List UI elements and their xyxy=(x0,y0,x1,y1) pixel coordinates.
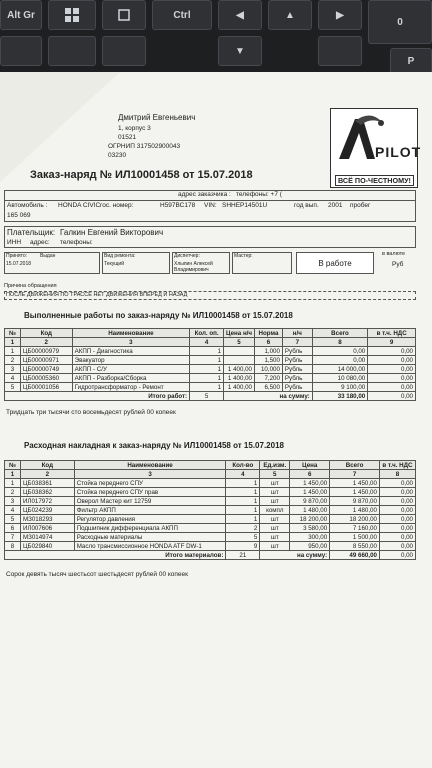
table-cell: 0,00 xyxy=(379,515,415,524)
table-cell: ИЛ017972 xyxy=(20,497,74,506)
works-sum-vat: 0,00 xyxy=(368,392,416,401)
table-cell: 7,200 xyxy=(255,374,283,383)
works-colnum: 1 xyxy=(5,338,21,347)
parts-colnum: 1 xyxy=(5,470,21,479)
table-cell: 0,00 xyxy=(368,347,416,356)
table-row xyxy=(5,497,416,506)
table-row xyxy=(5,365,416,374)
p-label: P xyxy=(407,55,415,67)
parts-col-vat: в т.ч. НДС xyxy=(379,461,415,470)
table-cell: 4 xyxy=(5,506,21,515)
parts-colnum: 6 xyxy=(290,470,330,479)
table-cell: 6 xyxy=(5,524,21,533)
zero-label: 0 xyxy=(397,16,403,28)
table-cell: 1 400,00 xyxy=(224,374,255,383)
vin-value: SHHEP14501U xyxy=(222,202,268,209)
payer-address-label: адрес: xyxy=(30,239,50,246)
table-cell: 0,00 xyxy=(368,365,416,374)
table-row xyxy=(5,515,416,524)
table-cell: 0,00 xyxy=(379,497,415,506)
table-cell: 1 450,00 xyxy=(290,479,330,488)
dispatcher-label: Диспетчер: xyxy=(174,253,200,259)
address-fragment: 1, корпус 3 xyxy=(118,125,151,132)
payer-name: Галкин Евгений Викторович xyxy=(60,228,164,237)
table-cell: 1 xyxy=(226,506,260,515)
table-row xyxy=(5,524,416,533)
issued-label: Выдан xyxy=(40,253,56,259)
p-key xyxy=(390,48,432,74)
works-col-vat: в т.ч. НДС xyxy=(368,329,416,338)
table-cell: 4 xyxy=(5,374,21,383)
plate-label: гос. номер: xyxy=(100,202,134,209)
car-label: Автомобиль : xyxy=(7,202,48,209)
table-cell: шт xyxy=(260,515,290,524)
pilot-slogan: ВСЁ ПО-ЧЕСТНОМУ! xyxy=(335,175,414,186)
person-name: Дмитрий Евгеньевич xyxy=(118,113,196,122)
works-col-qty: Кол. оп. xyxy=(190,329,224,338)
master-label: Мастер: xyxy=(234,253,253,259)
table-cell: Стойка переднего СПУ прав xyxy=(74,488,226,497)
dispatcher-name: Хлыпин Алексей Владимирович xyxy=(174,261,213,273)
table-cell: 7 xyxy=(5,533,21,542)
parts-col-price: Цена xyxy=(290,461,330,470)
table-cell: Рубль xyxy=(282,374,312,383)
table-cell: 1 xyxy=(190,374,224,383)
table-cell: 950,00 xyxy=(290,542,330,551)
currency-label: в валюте xyxy=(382,251,406,257)
table-cell: ЦБ00000971 xyxy=(20,356,72,365)
parts-col-num: № xyxy=(5,461,21,470)
altgr-label: Alt Gr xyxy=(7,9,35,21)
zero-key xyxy=(368,0,432,44)
table-cell: 1 500,00 xyxy=(330,533,380,542)
table-cell: 18 200,00 xyxy=(330,515,380,524)
table-cell: 1 xyxy=(226,479,260,488)
works-sum-label: на сумму: xyxy=(224,392,313,401)
ctrl-key xyxy=(152,0,212,30)
table-row xyxy=(5,542,416,551)
reason-label: Причина обращения xyxy=(4,283,57,289)
parts-sum: 49 660,00 xyxy=(330,551,380,560)
table-cell: 1 400,00 xyxy=(224,383,255,392)
menu-icon xyxy=(118,9,130,21)
arrow-left-key xyxy=(218,0,262,30)
table-cell: шт xyxy=(260,479,290,488)
parts-title: Расходная накладная к заказ-наряду № ИЛ10001458 от 15.07.2018 xyxy=(24,441,284,450)
table-cell: 0,00 xyxy=(379,506,415,515)
table-cell: 0,00 xyxy=(379,488,415,497)
table-cell: 0,00 xyxy=(368,356,416,365)
pilot-logo-graphic xyxy=(331,109,417,169)
table-cell: МЗ014974 xyxy=(20,533,74,542)
table-row xyxy=(5,488,416,497)
parts-total-count: 21 xyxy=(226,551,260,560)
table-cell: 8 550,00 xyxy=(330,542,380,551)
works-col-name: Наименование xyxy=(72,329,189,338)
table-cell: 10,000 xyxy=(255,365,283,374)
table-cell: Стойка переднего СПУ xyxy=(74,479,226,488)
table-row xyxy=(5,347,416,356)
table-cell: 0,00 xyxy=(368,383,416,392)
table-cell: МЗ018293 xyxy=(20,515,74,524)
table-cell: ЦБ038361 xyxy=(20,479,74,488)
works-title: Выполненные работы по заказ-наряду № ИЛ10001458 от 15.07.2018 xyxy=(24,311,293,320)
windows-icon xyxy=(65,8,79,22)
table-cell: шт xyxy=(260,542,290,551)
pilot-brand: PILOT xyxy=(375,144,422,160)
table-cell: 0,00 xyxy=(379,524,415,533)
pilot-logo xyxy=(330,108,422,188)
header-number-2: 03230 xyxy=(108,152,127,159)
parts-colnum: 2 xyxy=(20,470,74,479)
ctrl-label: Ctrl xyxy=(173,9,191,21)
inn-label: ИНН xyxy=(7,239,22,246)
works-table xyxy=(4,328,416,401)
payer-phones-label: телефоны: xyxy=(60,239,93,246)
parts-number-row xyxy=(5,470,416,479)
table-cell: 1 450,00 xyxy=(330,479,380,488)
table-cell: Гидротрансформатор - Ремонт xyxy=(72,383,189,392)
works-colnum: 5 xyxy=(224,338,255,347)
table-cell: Масло трансмиссионное HONDA ATF DW-1 xyxy=(74,542,226,551)
ogrnip: ОГРНИП 317502900043 xyxy=(108,143,181,150)
works-number-row xyxy=(5,338,416,347)
status-badge: В работе xyxy=(296,252,374,274)
parts-col-code: Код xyxy=(20,461,74,470)
parts-colnum: 8 xyxy=(379,470,415,479)
reason-text: ПОСЛЕ ДВИЖЕНИЯ ПО ТРАССЕ НЕТ ДВИЖЕНИЯ ВПЕРЕД И НАЗАД xyxy=(6,292,188,298)
table-cell: 1 xyxy=(190,356,224,365)
table-cell: 1 480,00 xyxy=(330,506,380,515)
table-cell: Рубль xyxy=(282,356,312,365)
table-cell: ЦБ00001056 xyxy=(20,383,72,392)
arrow-down-icon: ▼ xyxy=(235,45,245,57)
arrow-down-key xyxy=(218,36,262,66)
key-blank-3 xyxy=(102,36,146,66)
table-cell: 1 xyxy=(190,365,224,374)
table-cell: 1 xyxy=(226,488,260,497)
works-total-count: 5 xyxy=(190,392,224,401)
table-cell: Подшипник дифференциала АКПП xyxy=(74,524,226,533)
table-row xyxy=(5,374,416,383)
mileage-label: пробег xyxy=(350,202,371,209)
table-cell: 9 870,00 xyxy=(330,497,380,506)
order-title: Заказ-наряд № ИЛ10001458 от 15.07.2018 xyxy=(30,169,253,181)
table-cell: 8 xyxy=(5,542,21,551)
table-cell xyxy=(224,356,255,365)
accepted-label: Принято: xyxy=(6,253,28,259)
table-row xyxy=(5,533,416,542)
table-cell: 1 xyxy=(190,347,224,356)
table-cell: 5 xyxy=(5,515,21,524)
table-cell: 10 080,00 xyxy=(312,374,367,383)
table-cell: компл xyxy=(260,506,290,515)
table-cell: 0,00 xyxy=(379,542,415,551)
arrow-right-key xyxy=(318,0,362,30)
year-value: 2001 xyxy=(328,202,343,209)
works-colnum: 6 xyxy=(255,338,283,347)
table-cell: 1,500 xyxy=(255,356,283,365)
arrow-right-icon: ▶ xyxy=(336,9,344,21)
divider xyxy=(4,200,416,201)
parts-col-qty: Кол-во xyxy=(226,461,260,470)
works-colnum: 4 xyxy=(190,338,224,347)
plate-number: Н597ВС178 xyxy=(160,202,196,209)
table-row xyxy=(5,356,416,365)
table-cell: шт xyxy=(260,533,290,542)
table-cell: ЦБ00005360 xyxy=(20,374,72,383)
key-blank-2 xyxy=(48,36,96,66)
arrow-left-icon: ◀ xyxy=(236,9,244,21)
table-cell: ЦБ00000749 xyxy=(20,365,72,374)
table-cell: Эвакуатор xyxy=(72,356,189,365)
works-colnum: 3 xyxy=(72,338,189,347)
arrow-up-key xyxy=(268,0,312,30)
windows-key xyxy=(48,0,96,30)
works-total-row xyxy=(5,392,416,401)
payer-label: Плательщик: xyxy=(7,228,56,237)
table-cell: 14 000,00 xyxy=(312,365,367,374)
table-cell: 0,00 xyxy=(312,356,367,365)
parts-sum-words: Сорок девять тысяч шестьсот шестьдесят рублей 00 копеек xyxy=(6,571,189,578)
table-cell: 1 xyxy=(226,515,260,524)
works-sum: 33 180,00 xyxy=(312,392,367,401)
parts-colnum: 7 xyxy=(330,470,380,479)
works-header-row xyxy=(5,329,416,338)
table-cell: Расходные материалы xyxy=(74,533,226,542)
table-cell: 5 xyxy=(5,383,21,392)
customer-address-label: адрес заказчика : xyxy=(178,191,231,198)
works-colnum: 8 xyxy=(312,338,367,347)
works-colnum: 9 xyxy=(368,338,416,347)
works-total-label: Итого работ: xyxy=(5,392,190,401)
repair-type-value: Текущий xyxy=(104,261,124,267)
parts-table-body xyxy=(5,479,416,551)
parts-col-name: Наименование xyxy=(74,461,226,470)
works-sum-words: Тридцать три тысячи сто восемьдесят рублей 00 копеек xyxy=(6,409,176,416)
table-cell: 1 450,00 xyxy=(330,488,380,497)
table-cell xyxy=(224,347,255,356)
parts-sum-vat: 0,00 xyxy=(379,551,415,560)
table-cell: 1 xyxy=(190,383,224,392)
parts-table xyxy=(4,460,416,560)
table-cell: 7 160,00 xyxy=(330,524,380,533)
table-cell: 9 870,00 xyxy=(290,497,330,506)
works-col-total: Всего xyxy=(312,329,367,338)
table-cell: 6,500 xyxy=(255,383,283,392)
menu-key xyxy=(102,0,146,30)
table-cell: 9 xyxy=(226,542,260,551)
works-colnum: 2 xyxy=(20,338,72,347)
mileage-value: 165 069 xyxy=(7,212,31,219)
table-cell: ЦБ038362 xyxy=(20,488,74,497)
table-cell: ЦБ00000979 xyxy=(20,347,72,356)
table-cell: 1 xyxy=(226,497,260,506)
table-cell: 18 200,00 xyxy=(290,515,330,524)
table-cell: 5 xyxy=(226,533,260,542)
parts-col-unit: Ед.изм. xyxy=(260,461,290,470)
table-cell: 1 xyxy=(5,347,21,356)
table-cell: 1,000 xyxy=(255,347,283,356)
customer-phone: телефоны: +7 ( xyxy=(236,191,282,198)
year-label: год вып. xyxy=(294,202,319,209)
table-cell: 2 xyxy=(5,356,21,365)
accepted-date: 15.07.2018 xyxy=(6,261,32,267)
table-cell: 3 580,00 xyxy=(290,524,330,533)
table-cell: 0,00 xyxy=(312,347,367,356)
header-number-1: 01521 xyxy=(118,134,137,141)
parts-total-label: Итого материалов: xyxy=(5,551,226,560)
table-cell: Фильтр АКПП xyxy=(74,506,226,515)
works-col-rate: Цена н/ч xyxy=(224,329,255,338)
works-colnum: 7 xyxy=(282,338,312,347)
parts-header-row xyxy=(5,461,416,470)
order-document xyxy=(0,72,432,768)
repair-type-label: Вид ремонта: xyxy=(104,253,136,259)
table-cell: шт xyxy=(260,488,290,497)
table-cell: 1 400,00 xyxy=(224,365,255,374)
table-cell: ИЛ007606 xyxy=(20,524,74,533)
table-cell: 3 xyxy=(5,497,21,506)
table-cell: 3 xyxy=(5,365,21,374)
table-cell: 0,00 xyxy=(368,374,416,383)
currency-value: Руб xyxy=(392,261,404,268)
arrow-up-icon: ▲ xyxy=(285,9,295,21)
table-cell: шт xyxy=(260,524,290,533)
table-cell: Оверол Мастер кит 12759 xyxy=(74,497,226,506)
vin-label: VIN: xyxy=(204,202,217,209)
table-cell: 1 450,00 xyxy=(290,488,330,497)
table-cell: Рубль xyxy=(282,383,312,392)
key-blank-4 xyxy=(318,36,362,66)
table-cell: ЦБ029840 xyxy=(20,542,74,551)
works-col-unit: н/ч xyxy=(282,329,312,338)
table-cell: Рубль xyxy=(282,365,312,374)
table-cell: 1 xyxy=(5,479,21,488)
table-row xyxy=(5,383,416,392)
table-cell: 2 xyxy=(5,488,21,497)
parts-total-row xyxy=(5,551,416,560)
table-cell: ЦБ024239 xyxy=(20,506,74,515)
car-model: HONDA CIVIC xyxy=(58,202,101,209)
table-cell: 9 100,00 xyxy=(312,383,367,392)
works-col-norm: Норма xyxy=(255,329,283,338)
parts-sum-label: на сумму: xyxy=(260,551,330,560)
table-cell: Рубль xyxy=(282,347,312,356)
altgr-key xyxy=(0,0,42,30)
table-cell: 1 480,00 xyxy=(290,506,330,515)
works-table-body xyxy=(5,347,416,392)
table-cell: АКПП - С/У xyxy=(72,365,189,374)
table-cell: шт xyxy=(260,497,290,506)
key-blank-1 xyxy=(0,36,42,66)
table-row xyxy=(5,479,416,488)
table-cell: Регулятор давления xyxy=(74,515,226,524)
table-cell: 300,00 xyxy=(290,533,330,542)
parts-col-total: Всего xyxy=(330,461,380,470)
parts-colnum: 4 xyxy=(226,470,260,479)
table-cell: АКПП - Разборка/Сборка xyxy=(72,374,189,383)
table-cell: 0,00 xyxy=(379,479,415,488)
table-cell: 2 xyxy=(226,524,260,533)
parts-colnum: 3 xyxy=(74,470,226,479)
parts-colnum: 5 xyxy=(260,470,290,479)
works-col-code: Код xyxy=(20,329,72,338)
table-row xyxy=(5,506,416,515)
works-col-num: № xyxy=(5,329,21,338)
table-cell: АКПП - Диагностика xyxy=(72,347,189,356)
table-cell: 0,00 xyxy=(379,533,415,542)
